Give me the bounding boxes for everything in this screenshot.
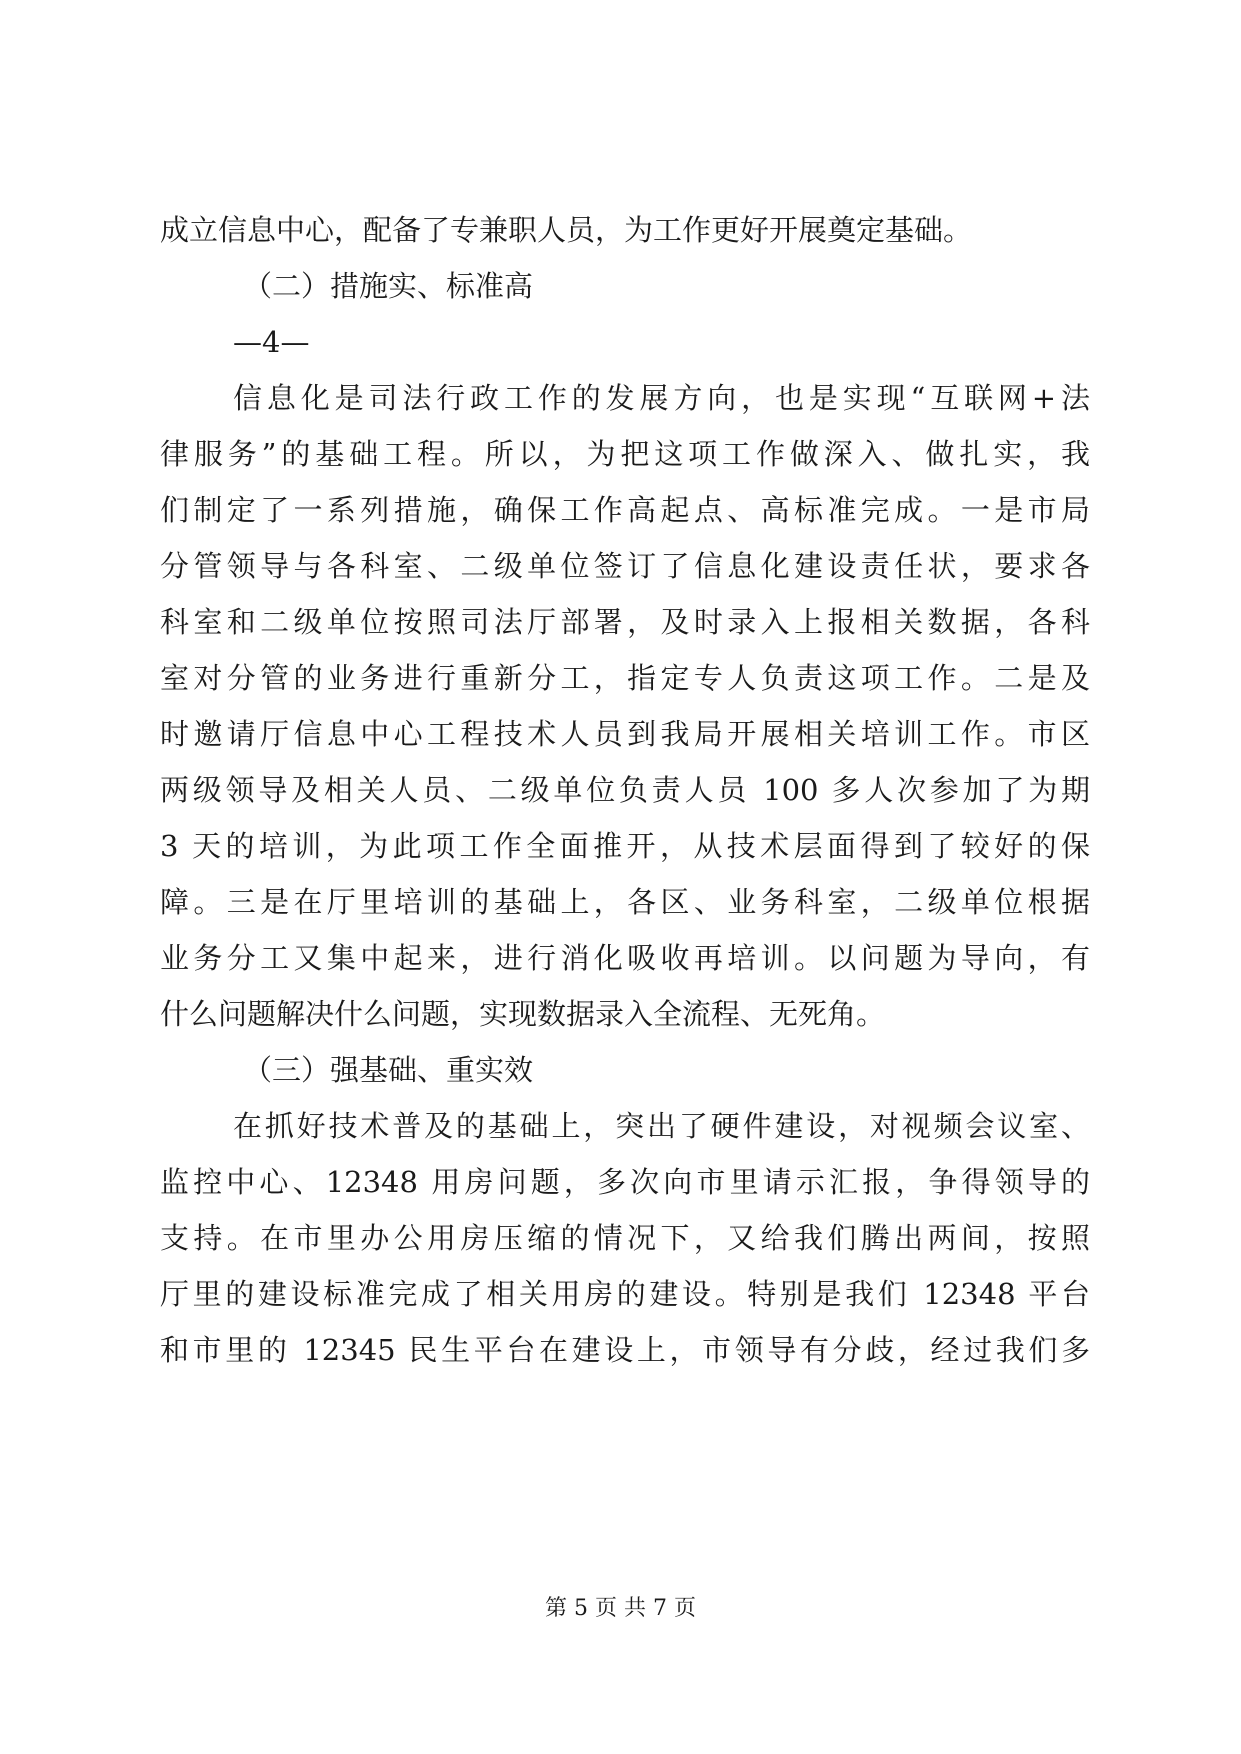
paragraph-line: 障。三是在厅里培训的基础上，各区、业务科室，二级单位根据 (160, 885, 1090, 919)
paragraph-line: 3 天的培训，为此项工作全面推开，从技术层面得到了较好的保 (160, 829, 1090, 863)
paragraph-line: 什么问题解决什么问题，实现数据录入全流程、无死角。 (160, 997, 886, 1031)
paragraph-line: 业务分工又集中起来，进行消化吸收再培训。以问题为导向，有 (160, 941, 1090, 975)
paragraph-line: 监控中心、12348 用房问题，多次向市里请示汇报，争得领导的 (160, 1165, 1090, 1199)
section-heading: （三）强基础、重实效 (243, 1053, 534, 1087)
paragraph-line: 时邀请厅信息中心工程技术人员到我局开展相关培训工作。市区 (160, 717, 1090, 751)
paragraph-line: 厅里的建设标准完成了相关用房的建设。特别是我们 12348 平台 (160, 1277, 1090, 1311)
paragraph-line: 室对分管的业务进行重新分工，指定专人负责这项工作。二是及 (160, 661, 1090, 695)
paragraph-line: 分管领导与各科室、二级单位签订了信息化建设责任状，要求各 (160, 549, 1090, 583)
paragraph-line: 两级领导及相关人员、二级单位负责人员 100 多人次参加了为期 (160, 773, 1090, 807)
paragraph-line: 在抓好技术普及的基础上，突出了硬件建设，对视频会议室、 (233, 1109, 1090, 1143)
page-number-marker: —4— (233, 325, 310, 359)
paragraph-line: 律服务”的基础工程。所以，为把这项工作做深入、做扎实，我 (160, 437, 1090, 471)
paragraph-line: 支持。在市里办公用房压缩的情况下，又给我们腾出两间，按照 (160, 1221, 1090, 1255)
page-footer: 第 5 页 共 7 页 (545, 1596, 696, 1621)
paragraph-line: 成立信息中心，配备了专兼职人员，为工作更好开展奠定基础。 (160, 213, 973, 247)
paragraph-line: 科室和二级单位按照司法厅部署，及时录入上报相关数据，各科 (160, 605, 1090, 639)
paragraph-line: 信息化是司法行政工作的发展方向，也是实现“互联网+法 (233, 381, 1090, 415)
paragraph-line: 们制定了一系列措施，确保工作高起点、高标准完成。一是市局 (160, 493, 1090, 527)
section-heading: （二）措施实、标准高 (243, 269, 534, 303)
paragraph-line: 和市里的 12345 民生平台在建设上，市领导有分歧，经过我们多 (160, 1333, 1090, 1367)
